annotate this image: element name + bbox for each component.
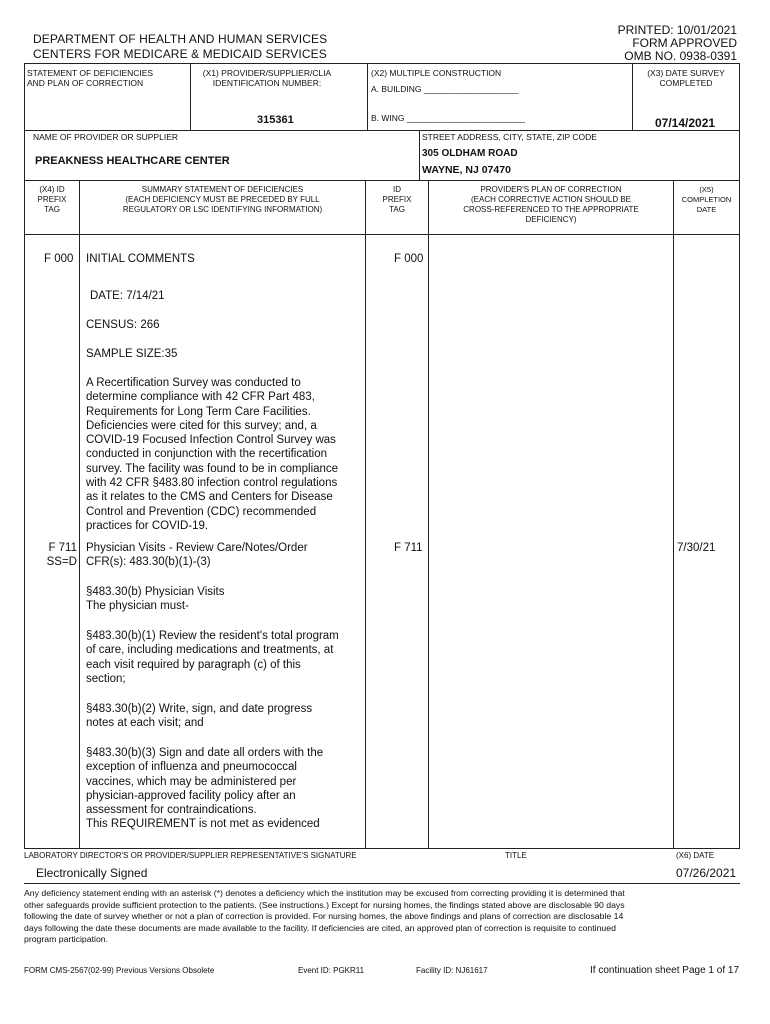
event-id: Event ID: PGKR11 — [298, 966, 365, 975]
x2-label: (X2) MULTIPLE CONSTRUCTION — [371, 68, 502, 78]
signature-label: LABORATORY DIRECTOR'S OR PROVIDER/SUPPLIER REPRESENTATIVE'S SIGNATURE — [24, 851, 357, 860]
facility-id: Facility ID: NJ61617 — [416, 966, 488, 975]
printed-date: PRINTED: 10/01/2021 — [617, 23, 737, 37]
cell-divider — [190, 63, 191, 130]
para-483-30b2: §483.30(b)(2) Write, sign, and date progress notes at each visit; and — [86, 703, 313, 730]
x3-label: (X3) DATE SURVEY COMPLETED — [647, 68, 725, 88]
address-label: STREET ADDRESS, CITY, STATE, ZIP CODE — [422, 132, 597, 142]
signature-value: Electronically Signed — [36, 866, 148, 880]
provider-name: PREAKNESS HEALTHCARE CENTER — [35, 155, 230, 167]
page-indicator: If continuation sheet Page 1 of 17 — [590, 965, 739, 976]
tag-f000: F 000 — [44, 253, 74, 265]
cell-divider — [367, 63, 368, 130]
building-line: A. BUILDING ____________________ — [371, 84, 519, 94]
right-border — [739, 63, 740, 848]
plan-header: PROVIDER'S PLAN OF CORRECTION (EACH CORRECTIVE ACTION SHOULD BE CROSS-REFERENCED TO THE APPROPRIATE DEFICIENCY) — [463, 185, 639, 224]
form-number: FORM CMS-2567(02-99) Previous Versions Obsolete — [24, 966, 215, 975]
form-approved: FORM APPROVED — [632, 36, 737, 50]
tag-f711-right: F 711 — [394, 542, 423, 554]
col-divider — [365, 180, 366, 848]
x4-header: (X4) ID PREFIX TAG — [37, 185, 67, 214]
signature-date: 07/26/2021 — [676, 866, 737, 880]
provider-name-label: NAME OF PROVIDER OR SUPPLIER — [33, 132, 178, 142]
box-divider — [24, 130, 740, 131]
box-divider — [24, 883, 740, 884]
title-label: TITLE — [505, 851, 527, 860]
tag-f711: F 711 SS=D — [46, 542, 77, 569]
initial-comments-heading: INITIAL COMMENTS — [86, 253, 195, 265]
address-street: 305 OLDHAM ROAD — [422, 148, 518, 159]
omb-number: OMB NO. 0938-0391 — [624, 49, 737, 63]
census-line: CENSUS: 266 — [86, 319, 160, 331]
col-divider — [673, 180, 674, 848]
survey-date-line: DATE: 7/14/21 — [90, 290, 165, 302]
summary-header: SUMMARY STATEMENT OF DEFICIENCIES (EACH DEFICIENCY MUST BE PRECEDED BY FULL REGULATORY OR LSC IDENTIFYING INFORMATION) — [122, 185, 323, 214]
wing-line: B. WING _________________________ — [371, 113, 526, 123]
sample-size-line: SAMPLE SIZE:35 — [86, 348, 178, 360]
recertification-paragraph: A Recertification Survey was conducted to determine compliance with 42 CFR Part 483, Requirements for Long Term Care Facilities. Deficiencies were cited for this survey; and, a COVID-19 Focused Infection Control Survey was conducted in conjunction with the recertification survey. The facility was found to be in compliance with 42 CFR §483.80 infection control regulations as it relates to the CMS and Centers for Disease Control and Prevention (CDC) recommended practices for COVID-19. — [86, 377, 339, 532]
left-border — [24, 63, 25, 848]
provider-number: 315361 — [257, 114, 294, 126]
id-header: ID PREFIX TAG — [382, 185, 412, 214]
agency-title: CENTERS FOR MEDICARE & MEDICAID SERVICES — [33, 47, 327, 61]
col-divider — [79, 180, 80, 848]
survey-date: 07/14/2021 — [655, 116, 716, 130]
para-483-30b: §483.30(b) Physician Visits The physician must- — [86, 586, 225, 613]
box-divider — [24, 234, 740, 235]
col-divider — [428, 180, 429, 848]
para-483-30b3: §483.30(b)(3) Sign and date all orders with the exception of influenza and pneumococcal vaccines, which may be administered per physician-approved facility policy after an assessment for contraindications. This REQUIREMENT is not met as evidenced — [86, 747, 324, 831]
cell-divider — [419, 130, 420, 180]
box-divider — [24, 180, 740, 181]
disclaimer-text: Any deficiency statement ending with an asterisk (*) denotes a deficiency which the institution may be excused from correcting providing it is determined that other safeguards provide sufficient protection to the patients. (See instructions.) Except for nursing homes, the findings stated above are disclosable 90 days following the date of survey whether or not a plan of correction is provided. For nursing homes, the above findings and plans of correction are disclosable 14 days following the date these documents are made available to the facility. If deficiencies are cited, an approved plan of correction is requisite to continued program participation. — [24, 888, 625, 945]
para-483-30b1: §483.30(b)(1) Review the resident's total program of care, including medications and treatments, at each visit required by paragraph (c) of this section; — [86, 630, 339, 685]
address-city: WAYNE, NJ 07470 — [422, 164, 511, 176]
department-title: DEPARTMENT OF HEALTH AND HUMAN SERVICES — [33, 32, 328, 46]
x6-date-label: (X6) DATE — [676, 851, 715, 860]
statement-label: STATEMENT OF DEFICIENCIES AND PLAN OF CORRECTION — [27, 68, 154, 88]
box-divider — [24, 848, 740, 849]
x1-label: (X1) PROVIDER/SUPPLIER/CLIA IDENTIFICATION NUMBER: — [202, 68, 332, 88]
cell-divider — [632, 63, 633, 130]
completion-date: 7/30/21 — [677, 542, 716, 554]
x5-header: (X5) COMPLETION DATE — [681, 185, 732, 214]
f711-title: Physician Visits - Review Care/Notes/Order CFR(s): 483.30(b)(1)-(3) — [86, 542, 308, 569]
tag-f000-right: F 000 — [394, 253, 424, 265]
